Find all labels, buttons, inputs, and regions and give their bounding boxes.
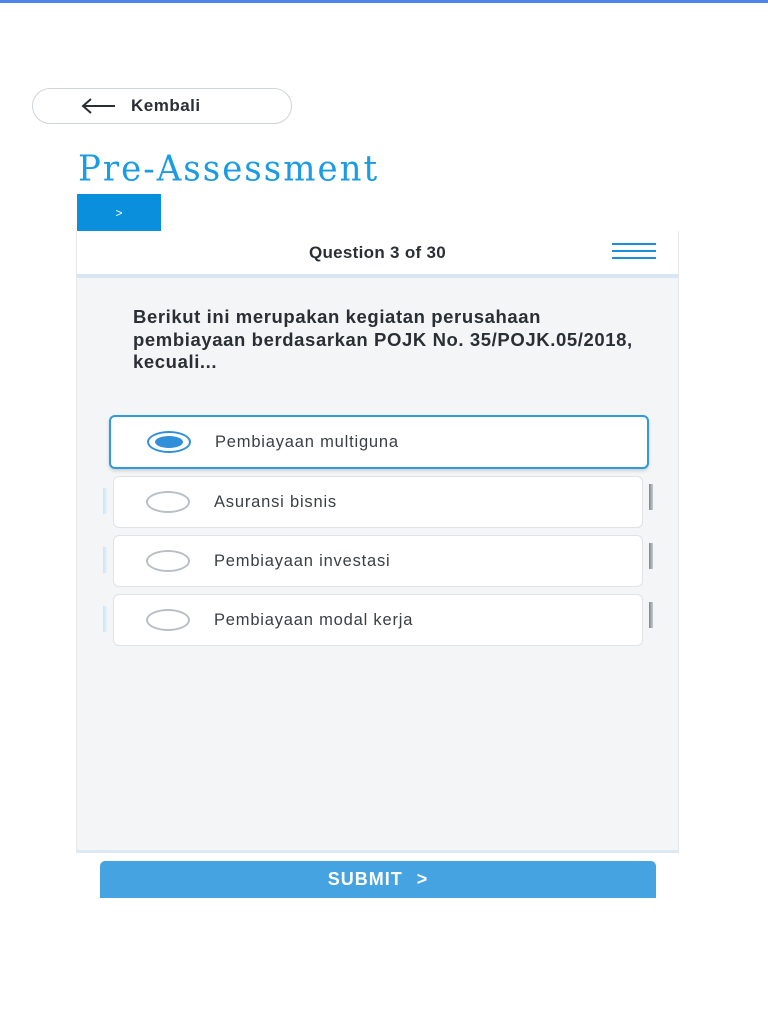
option-edge-shadow <box>649 484 653 510</box>
radio-unselected-icon[interactable] <box>146 550 190 572</box>
page-title: Pre-Assessment <box>78 148 380 190</box>
arrow-left-icon <box>81 96 117 116</box>
radio-selected-icon[interactable] <box>147 431 191 453</box>
answer-option-label: Pembiayaan investasi <box>214 551 391 570</box>
question-header <box>77 231 678 278</box>
answer-option-1[interactable] <box>109 415 649 469</box>
option-edge-shadow <box>103 606 107 632</box>
question-counter: Question 3 of 30 <box>308 242 447 262</box>
answer-option-2[interactable] <box>113 476 643 528</box>
hamburger-menu-icon[interactable] <box>612 243 656 261</box>
answer-option-4[interactable] <box>113 594 643 646</box>
option-edge-shadow <box>103 488 107 514</box>
chevron-right-icon: > <box>416 869 429 889</box>
radio-unselected-icon[interactable] <box>146 609 190 631</box>
next-tab-button[interactable]: > <box>77 194 161 231</box>
answer-option-label: Pembiayaan modal kerja <box>214 610 414 629</box>
radio-unselected-icon[interactable] <box>146 491 190 513</box>
answer-option-label: Asuransi bisnis <box>214 492 337 511</box>
option-edge-shadow <box>649 602 653 628</box>
answer-option-label: Pembiayaan multiguna <box>215 432 399 451</box>
back-button-label: Kembali <box>131 96 201 115</box>
submit-button[interactable] <box>100 861 656 898</box>
top-accent-line <box>0 0 768 3</box>
option-edge-shadow <box>103 547 107 573</box>
answer-option-3[interactable] <box>113 535 643 587</box>
submit-button-label: SUBMIT <box>327 869 403 889</box>
question-text: Berikut ini merupakan kegiatan perusahaan pembiayaan berdasarkan POJK No. 35/POJK.05/2018, kecuali... <box>133 306 633 372</box>
option-edge-shadow <box>649 543 653 569</box>
back-button[interactable] <box>32 88 292 124</box>
question-panel <box>76 231 679 898</box>
